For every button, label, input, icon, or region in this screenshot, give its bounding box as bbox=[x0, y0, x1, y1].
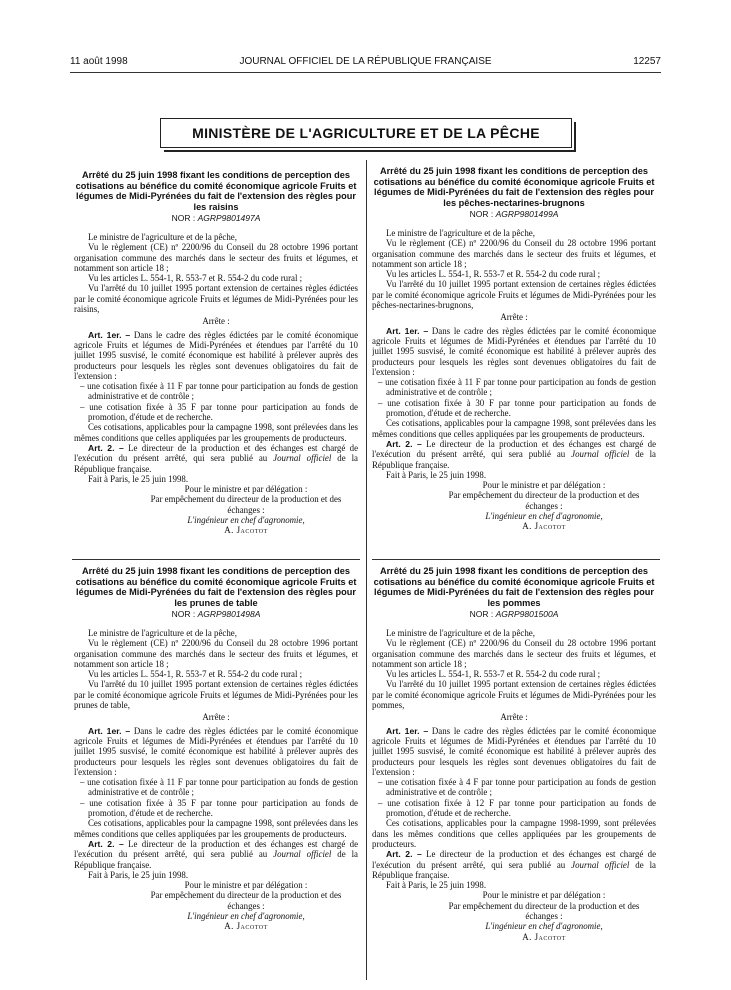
visa-3: Vu l'arrêté du 10 juillet 1995 portant extension de certaines règles édictées par le comité économique agricole Fruits et légumes de Midi-Pyrénées pour les raisins, bbox=[74, 283, 358, 315]
arrete-label: Arrête : bbox=[202, 712, 230, 723]
column-divider bbox=[366, 160, 367, 980]
signatory-name: A. Jacotot bbox=[224, 921, 268, 932]
cotisation-note: Ces cotisations, applicables pour la campagne 1998, sont prélevées dans les mêmes conditions que celles appliquées par les groupements de producteurs. bbox=[74, 818, 358, 839]
signed-at: Fait à Paris, le 25 juin 1998. bbox=[386, 880, 487, 891]
nor-reference: NOR : AGRP9801497A bbox=[171, 213, 261, 223]
nor-reference: NOR : AGRP9801500A bbox=[469, 609, 559, 619]
signed-at: Fait à Paris, le 25 juin 1998. bbox=[386, 469, 487, 480]
visa-3: Vu l'arrêté du 10 juillet 1995 portant extension de certaines règles édictées par le comité économique agricole Fruits et légumes de Midi-Pyrénées pour les pêches-nectarines-brugnons, bbox=[372, 279, 656, 311]
article-title: Arrêté du 25 juin 1998 fixant les conditions de perception des cotisations au bénéfice du comité économique agricole Fruits et légumes de Midi-Pyrénées du fait de l'extension des règles pour les pêches-nectarines-brugnons bbox=[373, 166, 655, 208]
article-2: Art. 2. – Le directeur de la production et des échanges est chargé de l'exécution du présent arrêté, qui sera publié au Journal officiel de la République française. bbox=[372, 849, 656, 880]
signed-at: Fait à Paris, le 25 juin 1998. bbox=[88, 869, 189, 880]
signature-line-1: Pour le ministre et par délégation : bbox=[482, 890, 606, 901]
signed-at: Fait à Paris, le 25 juin 1998. bbox=[88, 473, 189, 484]
running-header bbox=[70, 56, 661, 70]
cotisation-item-2: – une cotisation fixée à 35 F par tonne pour participation au fonds de promotion, d'étude et de recherche. bbox=[80, 401, 358, 423]
header-rule bbox=[70, 72, 661, 73]
page-number: 12257 bbox=[633, 56, 661, 67]
signature-line-2: Par empêchement du directeur de la production et des échanges : bbox=[150, 890, 342, 911]
signatory-name: A. Jacotot bbox=[224, 525, 268, 536]
ministry-heading: MINISTÈRE DE L'AGRICULTURE ET DE LA PÊCHE bbox=[160, 118, 572, 148]
intro: Le ministre de l'agriculture et de la pêche, bbox=[88, 628, 237, 638]
article-peches bbox=[372, 166, 656, 556]
cotisation-note: Ces cotisations, applicables pour la campagne 1998, sont prélevées dans les mêmes conditions que celles appliquées par les groupements de producteurs. bbox=[372, 418, 656, 439]
article-1: Art. 1er. – Dans le cadre des règles édictées par le comité économique agricole Fruits et légumes de Midi-Pyrénées et étendues par l'arrêté du 10 juillet 1995 susvisé, le comité économique est habilité à prélever auprès des producteurs pour lesquels les règles sont devenues obligatoires du fait de l'extension : bbox=[74, 725, 358, 777]
signature-line-1: Pour le ministre et par délégation : bbox=[184, 880, 308, 891]
arrete-label: Arrête : bbox=[500, 312, 528, 323]
visa-1: Vu le règlement (CE) nº 2200/96 du Conseil du 28 octobre 1996 portant organisation commune des marchés dans le secteur des fruits et légumes, et notamment son article 18 ; bbox=[372, 238, 656, 269]
cotisation-item-1: – une cotisation fixée à 4 F par tonne pour participation au fonds de gestion administrative et de contrôle ; bbox=[378, 777, 656, 798]
visa-2: Vu les articles L. 554-1, R. 553-7 et R. 554-2 du code rural ; bbox=[386, 669, 601, 680]
article-prunes bbox=[74, 566, 358, 976]
signature-line-1: Pour le ministre et par délégation : bbox=[184, 484, 308, 495]
article-1: Art. 1er. – Dans le cadre des règles édictées par le comité économique agricole Fruits et légumes de Midi-Pyrénées et étendues par l'arrêté du 10 juillet 1995 susvisé, le comité économique est habilité à prélever auprès des producteurs pour lesquels les règles sont devenues obligatoires du fait de l'extension : bbox=[372, 325, 656, 377]
visa-1: Vu le règlement (CE) nº 2200/96 du Conseil du 28 octobre 1996 portant organisation commune des marchés dans le secteur des fruits et légumes, et notamment son article 18 ; bbox=[74, 638, 358, 669]
article-2: Art. 2. – Le directeur de la production et des échanges est chargé de l'exécution du présent arrêté, qui sera publié au Journal officiel de la République française. bbox=[74, 442, 358, 474]
signature-line-2: Par empêchement du directeur de la production et des échanges : bbox=[448, 900, 640, 922]
signatory-name: A. Jacotot bbox=[522, 521, 566, 532]
article-title: Arrêté du 25 juin 1998 fixant les conditions de perception des cotisations au bénéfice du comité économique agricole Fruits et légumes de Midi-Pyrénées du fait de l'extension des règles pour les raisins bbox=[75, 170, 357, 212]
article-divider-left bbox=[72, 559, 360, 560]
visa-2: Vu les articles L. 554-1, R. 553-7 et R. 554-2 du code rural ; bbox=[88, 273, 303, 284]
article-2: Art. 2. – Le directeur de la production et des échanges est chargé de l'exécution du présent arrêté, qui sera publié au Journal officiel de la République française. bbox=[74, 838, 358, 870]
cotisation-note: Ces cotisations, applicables pour la campagne 1998-1999, sont prélevées dans les mêmes conditions que celles appliquées par les groupements de producteurs. bbox=[372, 818, 656, 849]
arrete-label: Arrête : bbox=[202, 316, 230, 327]
signatory-name: A. Jacotot bbox=[522, 931, 566, 942]
signature-line-1: Pour le ministre et par délégation : bbox=[482, 480, 606, 491]
signature-line-3: L'ingénieur en chef d'agronomie, bbox=[485, 921, 603, 932]
visa-2: Vu les articles L. 554-1, R. 553-7 et R. 554-2 du code rural ; bbox=[386, 269, 601, 280]
visa-2: Vu les articles L. 554-1, R. 553-7 et R. 554-2 du code rural ; bbox=[88, 669, 303, 680]
article-raisins bbox=[74, 170, 358, 555]
cotisation-item-1: – une cotisation fixée à 11 F par tonne pour participation au fonds de gestion administrative et de contrôle ; bbox=[80, 381, 358, 402]
intro: Le ministre de l'agriculture et de la pêche, bbox=[386, 628, 535, 638]
cotisation-item-1: – une cotisation fixée à 11 F par tonne pour participation au fonds de gestion administrative et de contrôle ; bbox=[80, 777, 358, 798]
signature-line-2: Par empêchement du directeur de la production et des échanges : bbox=[448, 490, 640, 511]
issue-date: 11 août 1998 bbox=[70, 56, 128, 67]
cotisation-item-2: – une cotisation fixée à 12 F par tonne pour participation au fonds de promotion, d'étude et de recherche. bbox=[378, 797, 656, 819]
article-divider-right bbox=[372, 559, 660, 560]
intro: Le ministre de l'agriculture et de la pêche, bbox=[386, 228, 535, 238]
nor-reference: NOR : AGRP9801498A bbox=[171, 609, 261, 619]
cotisation-note: Ces cotisations, applicables pour la campagne 1998, sont prélevées dans les mêmes conditions que celles appliquées par les groupements de producteurs. bbox=[74, 422, 358, 443]
article-title: Arrêté du 25 juin 1998 fixant les conditions de perception des cotisations au bénéfice du comité économique agricole Fruits et légumes de Midi-Pyrénées du fait de l'extension des règles pour les prunes de table bbox=[75, 566, 357, 608]
signature-line-3: L'ingénieur en chef d'agronomie, bbox=[187, 515, 305, 526]
arrete-label: Arrête : bbox=[500, 712, 528, 723]
signature-line-2: Par empêchement du directeur de la production et des échanges : bbox=[150, 494, 342, 515]
article-title: Arrêté du 25 juin 1998 fixant les conditions de perception des cotisations au bénéfice du comité économique agricole Fruits et légumes de Midi-Pyrénées du fait de l'extension des règles pour les pommes bbox=[373, 566, 655, 608]
cotisation-item-2: – une cotisation fixée à 30 F par tonne pour participation au fonds de promotion, d'étude et de recherche. bbox=[378, 397, 656, 419]
article-1: Art. 1er. – Dans le cadre des règles édictées par le comité économique agricole Fruits et légumes de Midi-Pyrénées et étendues par l'arrêté du 10 juillet 1995 susvisé, le comité économique est habilité à prélever auprès des producteurs pour lesquels les règles sont devenues obligatoires du fait de l'extension : bbox=[74, 329, 358, 381]
nor-reference: NOR : AGRP9801499A bbox=[469, 209, 559, 219]
intro: Le ministre de l'agriculture et de la pêche, bbox=[88, 232, 237, 242]
signature-line-3: L'ingénieur en chef d'agronomie, bbox=[485, 511, 603, 522]
article-2: Art. 2. – Le directeur de la production et des échanges est chargé de l'exécution du présent arrêté, qui sera publié au Journal officiel de la République française. bbox=[372, 438, 656, 470]
visa-1: Vu le règlement (CE) nº 2200/96 du Conseil du 28 octobre 1996 portant organisation commune des marchés dans le secteur des fruits et légumes, et notamment son article 18 ; bbox=[372, 638, 656, 669]
journal-title: JOURNAL OFFICIEL DE LA RÉPUBLIQUE FRANÇAISE bbox=[239, 56, 492, 67]
visa-3: Vu l'arrêté du 10 juillet 1995 portant extension de certaines règles édictées par le comité économique agricole Fruits et légumes de Midi-Pyrénées pour les prunes de table, bbox=[74, 679, 358, 711]
article-pommes bbox=[372, 566, 656, 976]
cotisation-item-2: – une cotisation fixée à 35 F par tonne pour participation au fonds de promotion, d'étude et de recherche. bbox=[80, 797, 358, 819]
article-1: Art. 1er. – Dans le cadre des règles édictées par le comité économique agricole Fruits et légumes de Midi-Pyrénées et étendues par l'arrêté du 10 juillet 1995 susvisé, le comité économique est habilité à prélever auprès des producteurs pour lesquels les règles sont devenues obligatoires du fait de l'extension : bbox=[372, 725, 656, 777]
visa-1: Vu le règlement (CE) nº 2200/96 du Conseil du 28 octobre 1996 portant organisation commune des marchés dans le secteur des fruits et légumes, et notamment son article 18 ; bbox=[74, 242, 358, 273]
visa-3: Vu l'arrêté du 10 juillet 1995 portant extension de certaines règles édictées par le comité économique agricole Fruits et légumes de Midi-Pyrénées pour les pommes, bbox=[372, 679, 656, 711]
cotisation-item-1: – une cotisation fixée à 11 F par tonne pour participation au fonds de gestion administrative et de contrôle ; bbox=[378, 377, 656, 398]
signature-line-3: L'ingénieur en chef d'agronomie, bbox=[187, 911, 305, 922]
